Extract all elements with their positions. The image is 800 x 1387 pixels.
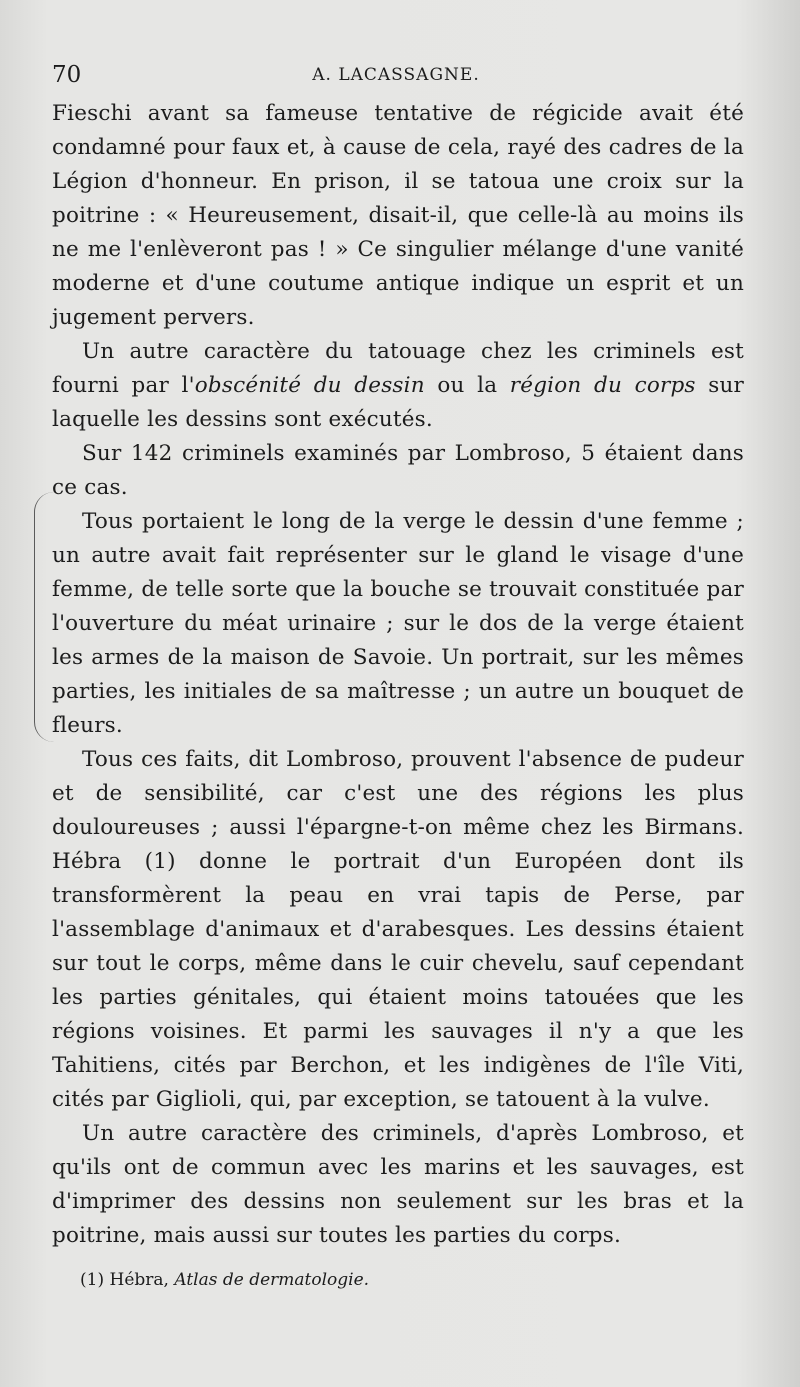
italic-phrase: obscénité du dessin — [194, 373, 425, 398]
text-run: Tous portaient le long de la verge le dessin d'une femme ; un autre avait fait représenter sur le gland le visage d'une femme, de telle sorte que la bouche se trouvait constituée par l'ouverture du méat urinaire ; sur le dos de la verge étaient les armes de la maison de Savoie. Un portrait, sur les mêmes parties, les initiales de sa maîtresse ; un autre un bouquet de fleurs. — [52, 509, 744, 738]
text-run: Un autre caractère du tatouage chez les criminels est fourni par l' — [52, 339, 744, 398]
paragraph — [52, 97, 744, 335]
footnote-title: Atlas de dermatologie. — [174, 1270, 370, 1290]
footnote-marker: (1) — [80, 1270, 105, 1290]
paragraph — [52, 1117, 744, 1253]
body-text — [52, 97, 744, 1253]
text-run: ou la — [424, 373, 510, 398]
paragraph — [52, 335, 744, 437]
text-run: Fieschi avant sa fameuse tentative de régicide avait été condamné pour faux et, à cause de cela, rayé des cadres de la Légion d'honneur. En prison, il se tatoua une croix sur la poitrine : « Heureusement, disait-il, que celle-là au moins ils ne me l'enlèveront pas ! » Ce singulier mélange d'une vanité moderne et d'une coutume antique indique un esprit et un jugement pervers. — [52, 101, 744, 330]
footnote-author: Hébra, — [109, 1270, 169, 1290]
paragraph — [52, 505, 744, 743]
italic-phrase: région du corps — [509, 373, 696, 398]
paragraph — [52, 743, 744, 1117]
page-number: 70 — [52, 62, 82, 88]
page-header — [52, 62, 740, 92]
text-run: Un autre caractère des criminels, d'après Lombroso, et qu'ils ont de commun avec les marins et les sauvages, est d'imprimer des dessins non seulement sur les bras et la poitrine, mais aussi sur toutes les parties du corps. — [52, 1121, 744, 1248]
text-run: Sur 142 criminels examinés par Lombroso, 5 étaient dans ce cas. — [52, 441, 744, 500]
text-run: sur laquelle les dessins sont exécutés. — [52, 373, 744, 432]
text-run: Tous ces faits, dit Lombroso, prouvent l'absence de pudeur et de sensibilité, car c'est une des régions les plus douloureuses ; aussi l'épargne-t-on même chez les Birmans. Hébra (1) donne le portrait d'un Européen dont ils transformèrent la peau en vrai tapis de Perse, par l'assemblage d'animaux et d'arabesques. Les dessins étaient sur tout le corps, même dans le cuir chevelu, sauf cependant les parties génitales, qui étaient moins tatouées que les régions voisines. Et parmi les sauvages il n'y a que les Tahitiens, cités par Berchon, et les indigènes de l'île Viti, cités par Giglioli, qui, par exception, se tatouent à la vulve. — [52, 747, 744, 1112]
running-head: A. LACASSAGNE. — [312, 65, 480, 85]
paragraph — [52, 437, 744, 505]
footnote — [80, 1268, 740, 1292]
